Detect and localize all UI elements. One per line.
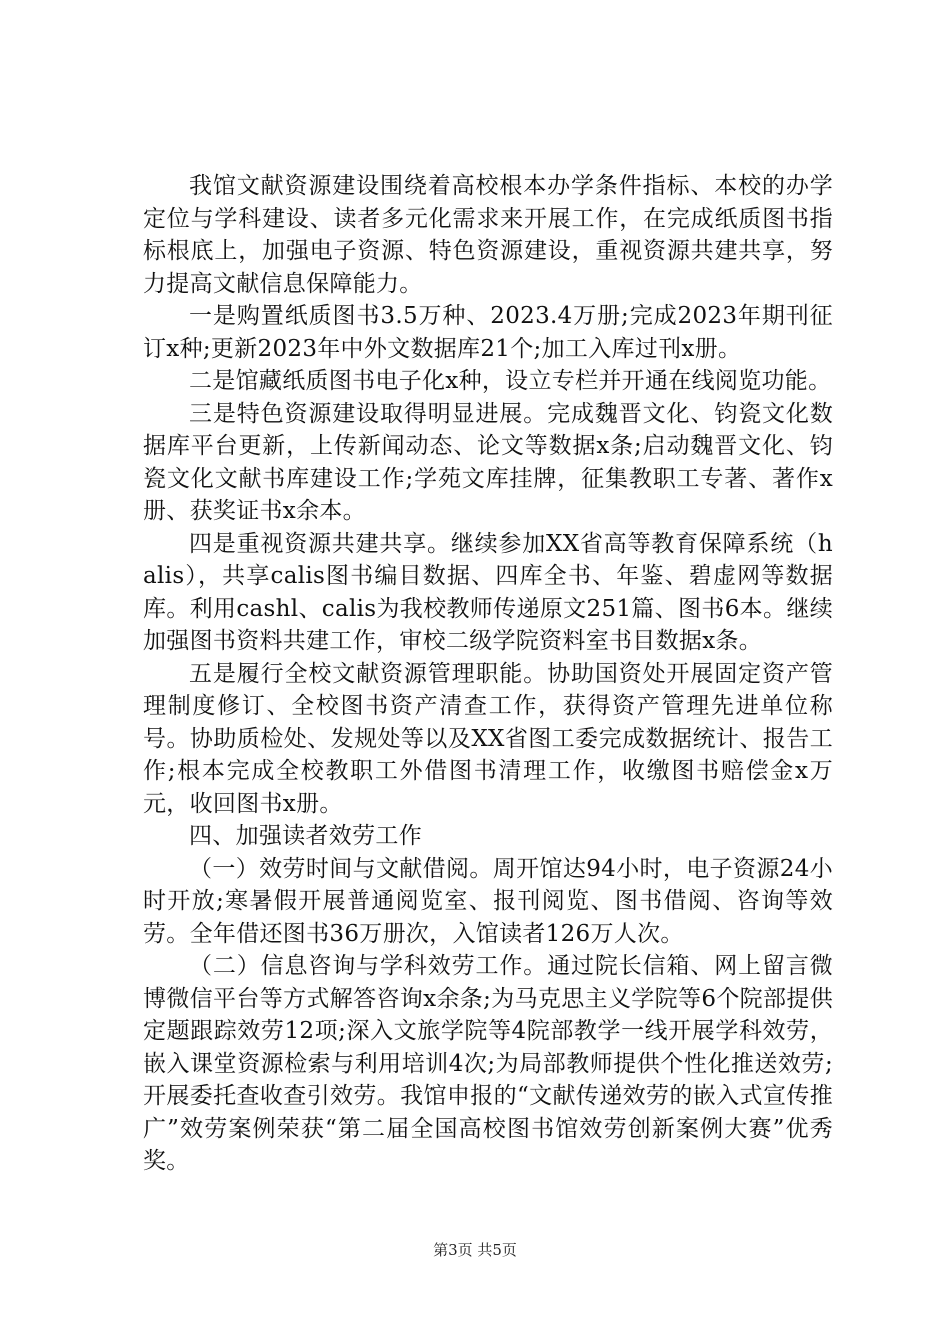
paragraph-item-four: 四是重视资源共建共享。继续参加XX省高等教育保障系统（halis），共享calis图书编目数据、四库全书、年鉴、碧虚网等数据库。利用cashl、calis为我校教师传递原文251篇、图书6本。继续加强图书资料共建工作，审校二级学院资料室书目数据x条。 [143, 530, 833, 654]
paragraph-item-five: 五是履行全校文献资源管理职能。协助国资处开展固定资产管理制度修订、全校图书资产清查工作，获得资产管理先进单位称号。协助质检处、发规处等以及XX省图工委完成数据统计、报告工作;根本完成全校教职工外借图书清理工作，收缴图书赔偿金x万元，收回图书x册。 [143, 660, 833, 817]
paragraph-intro: 我馆文献资源建设围绕着高校根本办学条件指标、本校的办学定位与学科建设、读者多元化需求来开展工作，在完成纸质图书指标根底上，加强电子资源、特色资源建设，重视资源共建共享，努力提高文献信息保障能力。 [143, 173, 833, 297]
paragraph-item-two: 二是馆藏纸质图书电子化x种，设立专栏并开通在线阅览功能。 [189, 368, 832, 394]
paragraph-subsection-two: （二）信息咨询与学科效劳工作。通过院长信箱、网上留言微博微信平台等方式解答咨询x余条;为马克思主义学院等6个院部提供定题跟踪效劳12项;深入文旅学院等4院部教学一线开展学科效劳，嵌入课堂资源检索与利用培训4次;为局部教师提供个性化推送效劳;开展委托查收查引效劳。我馆申报的“文献传递效劳的嵌入式宣传推广”效劳案例荣获“第二届全国高校图书馆效劳创新案例大赛”优秀奖。 [143, 953, 833, 1174]
paragraph-subsection-one: （一）效劳时间与文献借阅。周开馆达94小时，电子资源24小时开放;寒暑假开展普通阅览室、报刊阅览、图书借阅、咨询等效劳。全年借还图书36万册次，入馆读者126万人次。 [143, 855, 833, 947]
paragraph-item-three: 三是特色资源建设取得明显进展。完成魏晋文化、钧瓷文化数据库平台更新，上传新闻动态、论文等数据x条;启动魏晋文化、钧瓷文化文献书库建设工作;学苑文库挂牌，征集教职工专著、著作x册、获奖证书x余本。 [143, 400, 833, 524]
page-footer: 第3页 共5页 [433, 1241, 517, 1259]
paragraph-item-one: 一是购置纸质图书3.5万种、2023.4万册;完成2023年期刊征订x种;更新2023年中外文数据库21个;加工入库过刊x册。 [143, 303, 833, 362]
section-heading-reader-service: 四、加强读者效劳工作 [189, 823, 422, 849]
document-body [143, 170, 833, 1178]
